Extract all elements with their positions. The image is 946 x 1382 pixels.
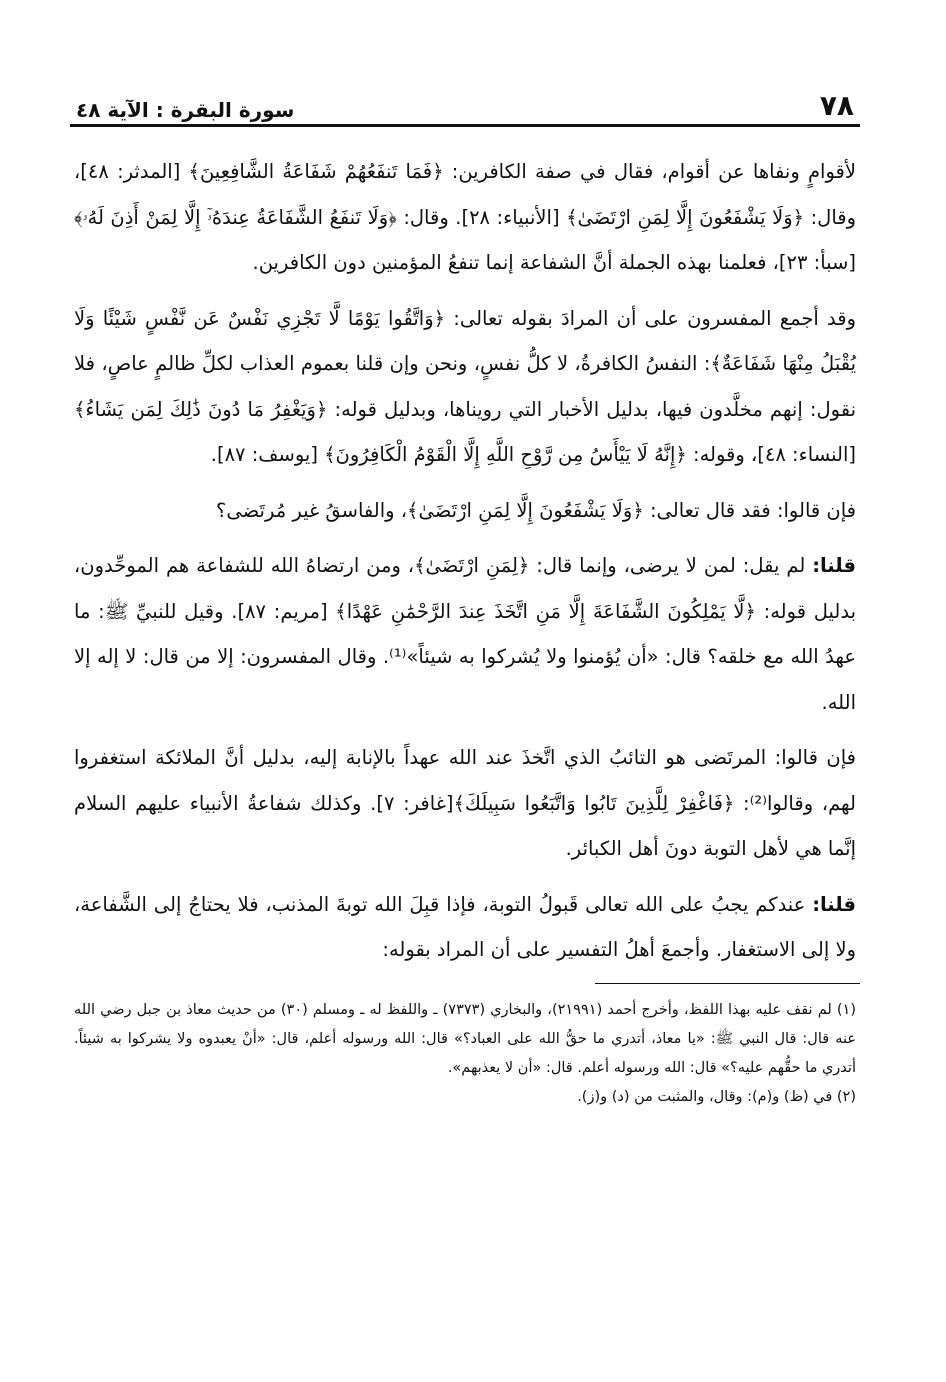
running-title: سورة البقرة : الآية ٤٨ <box>76 98 295 122</box>
paragraph <box>74 735 856 872</box>
paragraph <box>74 488 856 534</box>
paragraph-text: عندكم يجبُ على الله تعالى قَبولُ التوبة، فإذا قبِلَ الله توبةَ المذنب، فلا يحتاجُ إلى الشَّفاعة، ولا إلى الاستغفار. وأجمعَ أهلُ التفسير على أن المراد بقوله: <box>74 892 856 961</box>
footnote: (١) لم نقف عليه بهذا اللفظ، وأخرج أحمد (٢١٩٩١)، والبخاري (٧٣٧٣) ـ واللفظ له ـ ومسلم (٣٠) من حديث معاذ بن جبل رضي الله عنه قال: قال النبي ﷺ: «يا معاذ، أتدري ما حقُّ الله على العباد؟» قال: الله ورسوله أعلم، قال: «أنْ يعبدوه ولا يشركوا به شيئاً. أتدري ما حقُّهم عليه؟» قال: الله ورسوله أعلم. قال: «أن لا يعذبهم». <box>74 1001 856 1076</box>
paragraph <box>74 149 856 286</box>
paragraph-lead: قلنا: <box>812 554 856 577</box>
page-header <box>70 78 860 127</box>
paragraph-text: لأقوامٍ ونفاها عن أقوام، فقال في صفة الكافرين: ﴿فَمَا تَنفَعُهُمْ شَفَاعَةُ الشَّافِعِينَ﴾ [المدثر: ٤٨]، وقال: ﴿وَلَا يَشْفَعُونَ إِلَّا لِمَنِ ارْتَضَىٰ﴾ [الأنبياء: ٢٨]. وقال: ﴿وَلَا تَنفَعُ الشَّفَاعَةُ عِندَهُۥٓ إِلَّا لِمَنْ أَذِنَ لَهُۥ﴾ [سبأ: ٢٣]، فعلمنا بهذه الجملة أنَّ الشفاعة إنما تنفعُ المؤمنين دون الكافرين. <box>74 160 856 274</box>
paragraph-text: فإن قالوا: المرتَضى هو التائبُ الذي اتَّخذَ عند الله عهداً بالإنابة إليه، بدليل أنَّ الملائكة استغفروا لهم، وقالوا⁽²⁾: ﴿فَاغْفِرْ لِلَّذِينَ تَابُوا وَاتَّبَعُوا سَبِيلَكَ﴾[غافر: ٧]. وكذلك شفاعةُ الأنبياء عليهم السلام إنَّما هي لأهل التوبة دونَ أهل الكبائر. <box>74 746 856 860</box>
footnotes <box>70 996 860 1112</box>
book-page <box>70 78 860 1358</box>
page-number: ٧٨ <box>819 89 854 122</box>
paragraph-text: لم يقل: لمن لا يرضى، وإنما قال: ﴿لِمَنِ ارْتَضَىٰ﴾، ومن ارتضاهُ الله للشفاعة هم الموحِّدون، بدليل قوله: ﴿لَّا يَمْلِكُونَ الشَّفَاعَةَ إِلَّا مَنِ اتَّخَذَ عِندَ الرَّحْمَٰنِ عَهْدًا﴾ [مريم: ٨٧]. وقيل للنبيِّ ﷺ: ما عهدُ الله مع خلقه؟ قال: «أن يُؤمنوا ولا يُشركوا به شيئاً»⁽¹⁾. وقال المفسرون: إلا من قال: لا إله إلا الله. <box>74 554 857 714</box>
paragraph <box>74 882 856 973</box>
paragraph-lead: قلنا: <box>812 892 856 916</box>
paragraph <box>74 543 856 725</box>
paragraph-text: وقد أجمع المفسرون على أن المرادَ بقوله تعالى: ﴿وَاتَّقُوا يَوْمًا لَّا تَجْزِي نَفْسٌ عَن نَّفْسٍ شَيْئًا وَلَا يُقْبَلُ مِنْهَا شَفَاعَةٌ﴾: النفسُ الكافرةُ، لا كلُّ نفسٍ، ونحن وإن قلنا بعموم العذاب لكلِّ ظالمٍ عاصٍ، فلا نقول: إنهم مخلَّدون فيها، بدليل الأخبار التي رويناها، وبدليل قوله: ﴿وَيَغْفِرُ مَا دُونَ ذَٰلِكَ لِمَن يَشَاءُ﴾ [النساء: ٤٨]، وقوله: ﴿إِنَّهُ لَا يَيْأَسُ مِن رَّوْحِ اللَّهِ إِلَّا الْقَوْمُ الْكَافِرُونَ﴾ [يوسف: ٨٧]. <box>74 306 856 466</box>
paragraph <box>74 296 856 478</box>
footnote: (٢) في (ظ) و(م): وقال، والمثبت من (د) و(ز). <box>577 1088 856 1105</box>
paragraph-text: فإن قالوا: فقد قال تعالى: ﴿وَلَا يَشْفَعُونَ إِلَّا لِمَنِ ارْتَضَىٰ﴾، والفاسقُ غير مُرتَضى؟ <box>216 498 856 522</box>
footnote-separator <box>595 983 860 984</box>
main-text <box>70 149 860 973</box>
